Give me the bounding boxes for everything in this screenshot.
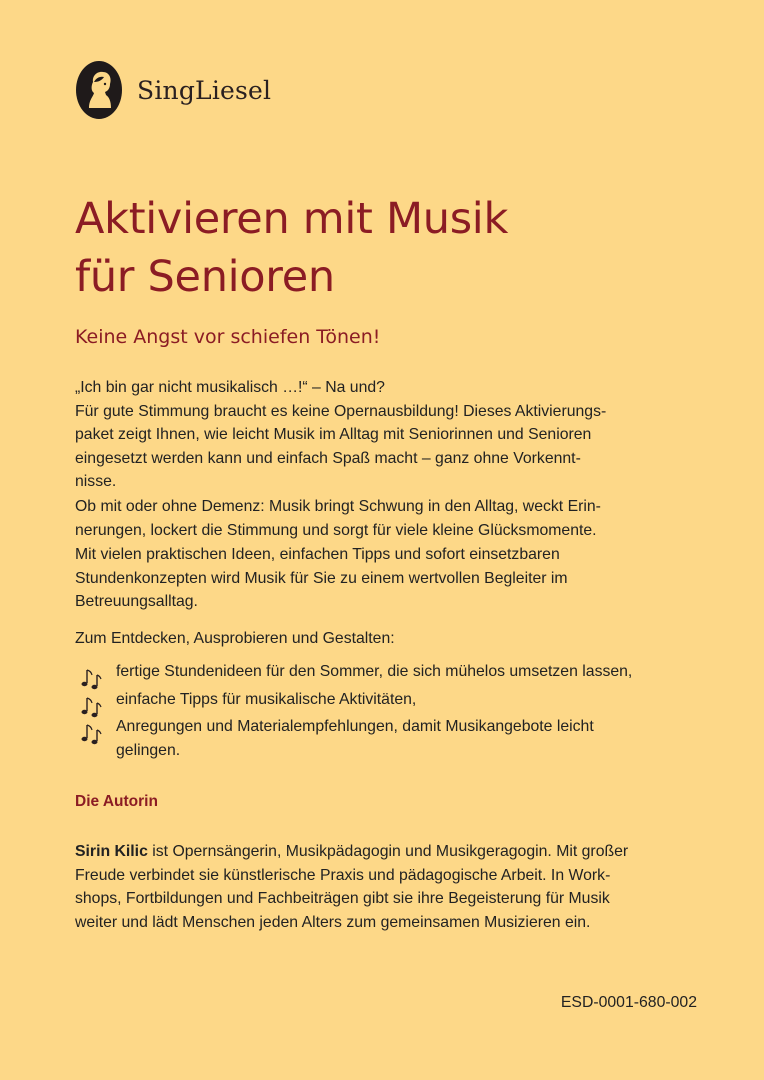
- ideas-paragraph: [75, 543, 695, 614]
- dementia-paragraph: [75, 495, 695, 542]
- list-item-text: einfache Tipps für musikalische Aktivitäten,: [116, 690, 417, 708]
- singliesel-logo-icon: [75, 60, 123, 120]
- text-line: Für gute Stimmung braucht es keine Opernausbildung! Dieses Aktivierungs-: [75, 402, 607, 420]
- list-intro: Zum Entdecken, Ausprobieren und Gestalten:: [75, 630, 395, 647]
- list-item: [75, 660, 705, 684]
- text-line: Freude verbindet sie künstlerische Praxis und pädagogische Arbeit. In Work-: [75, 866, 611, 884]
- text-line: nisse.: [75, 473, 117, 490]
- list-item-text: gelingen.: [116, 741, 181, 759]
- author-paragraph: [75, 840, 695, 934]
- author-heading: Die Autorin: [75, 793, 158, 810]
- subtitle: Keine Angst vor schiefen Tönen!: [75, 326, 381, 348]
- intro-paragraph: [75, 376, 695, 494]
- title-line: Aktivieren mit Musik: [75, 194, 509, 244]
- list-item-text: Anregungen und Materialempfehlungen, damit Musikangebote leicht: [116, 718, 594, 735]
- text-line: shops, Fortbildungen und Fachbeiträgen gibt sie ihre Begeisterung für Musik: [75, 890, 610, 907]
- brand-logo: [75, 60, 271, 120]
- text-line: [75, 840, 695, 864]
- text-line: weiter und lädt Menschen jeden Alters zum gemeinsamen Musizieren ein.: [75, 913, 591, 931]
- text-line: nerungen, lockert die Stimmung und sorgt für viele kleine Glücksmomente.: [75, 521, 597, 539]
- list-item: [75, 715, 705, 762]
- text-line: paket zeigt Ihnen, wie leicht Musik im Alltag mit Seniorinnen und Senioren: [75, 426, 592, 443]
- text-line: Mit vielen praktischen Ideen, einfachen Tipps und sofort einsetzbaren: [75, 546, 560, 563]
- list-item-text: fertige Stundenideen für den Sommer, die sich mühelos umsetzen lassen,: [116, 663, 633, 680]
- text-line: Betreuungsalltag.: [75, 593, 198, 610]
- text-line: eingesetzt werden kann und einfach Spaß macht – ganz ohne Vorkennt-: [75, 449, 581, 467]
- author-text: ist Opernsängerin, Musikpädagogin und Musikgeragogin. Mit großer: [147, 843, 629, 860]
- list-item: [75, 688, 705, 712]
- text-line: „Ich bin gar nicht musikalisch …!“ – Na und?: [75, 379, 385, 396]
- title-line: für Senioren: [75, 252, 335, 302]
- product-code: ESD-0001-680-002: [560, 994, 697, 1011]
- page-title: [75, 190, 508, 306]
- text-line: Ob mit oder ohne Demenz: Musik bringt Schwung in den Alltag, weckt Erin-: [75, 498, 601, 515]
- music-note-icon: [80, 722, 102, 746]
- author-name: Sirin Kilic: [75, 843, 148, 860]
- text-line: Stundenkonzepten wird Musik für Sie zu einem wertvollen Begleiter im: [75, 569, 568, 587]
- brand-name: SingLiesel: [137, 75, 272, 105]
- feature-list: [75, 660, 705, 766]
